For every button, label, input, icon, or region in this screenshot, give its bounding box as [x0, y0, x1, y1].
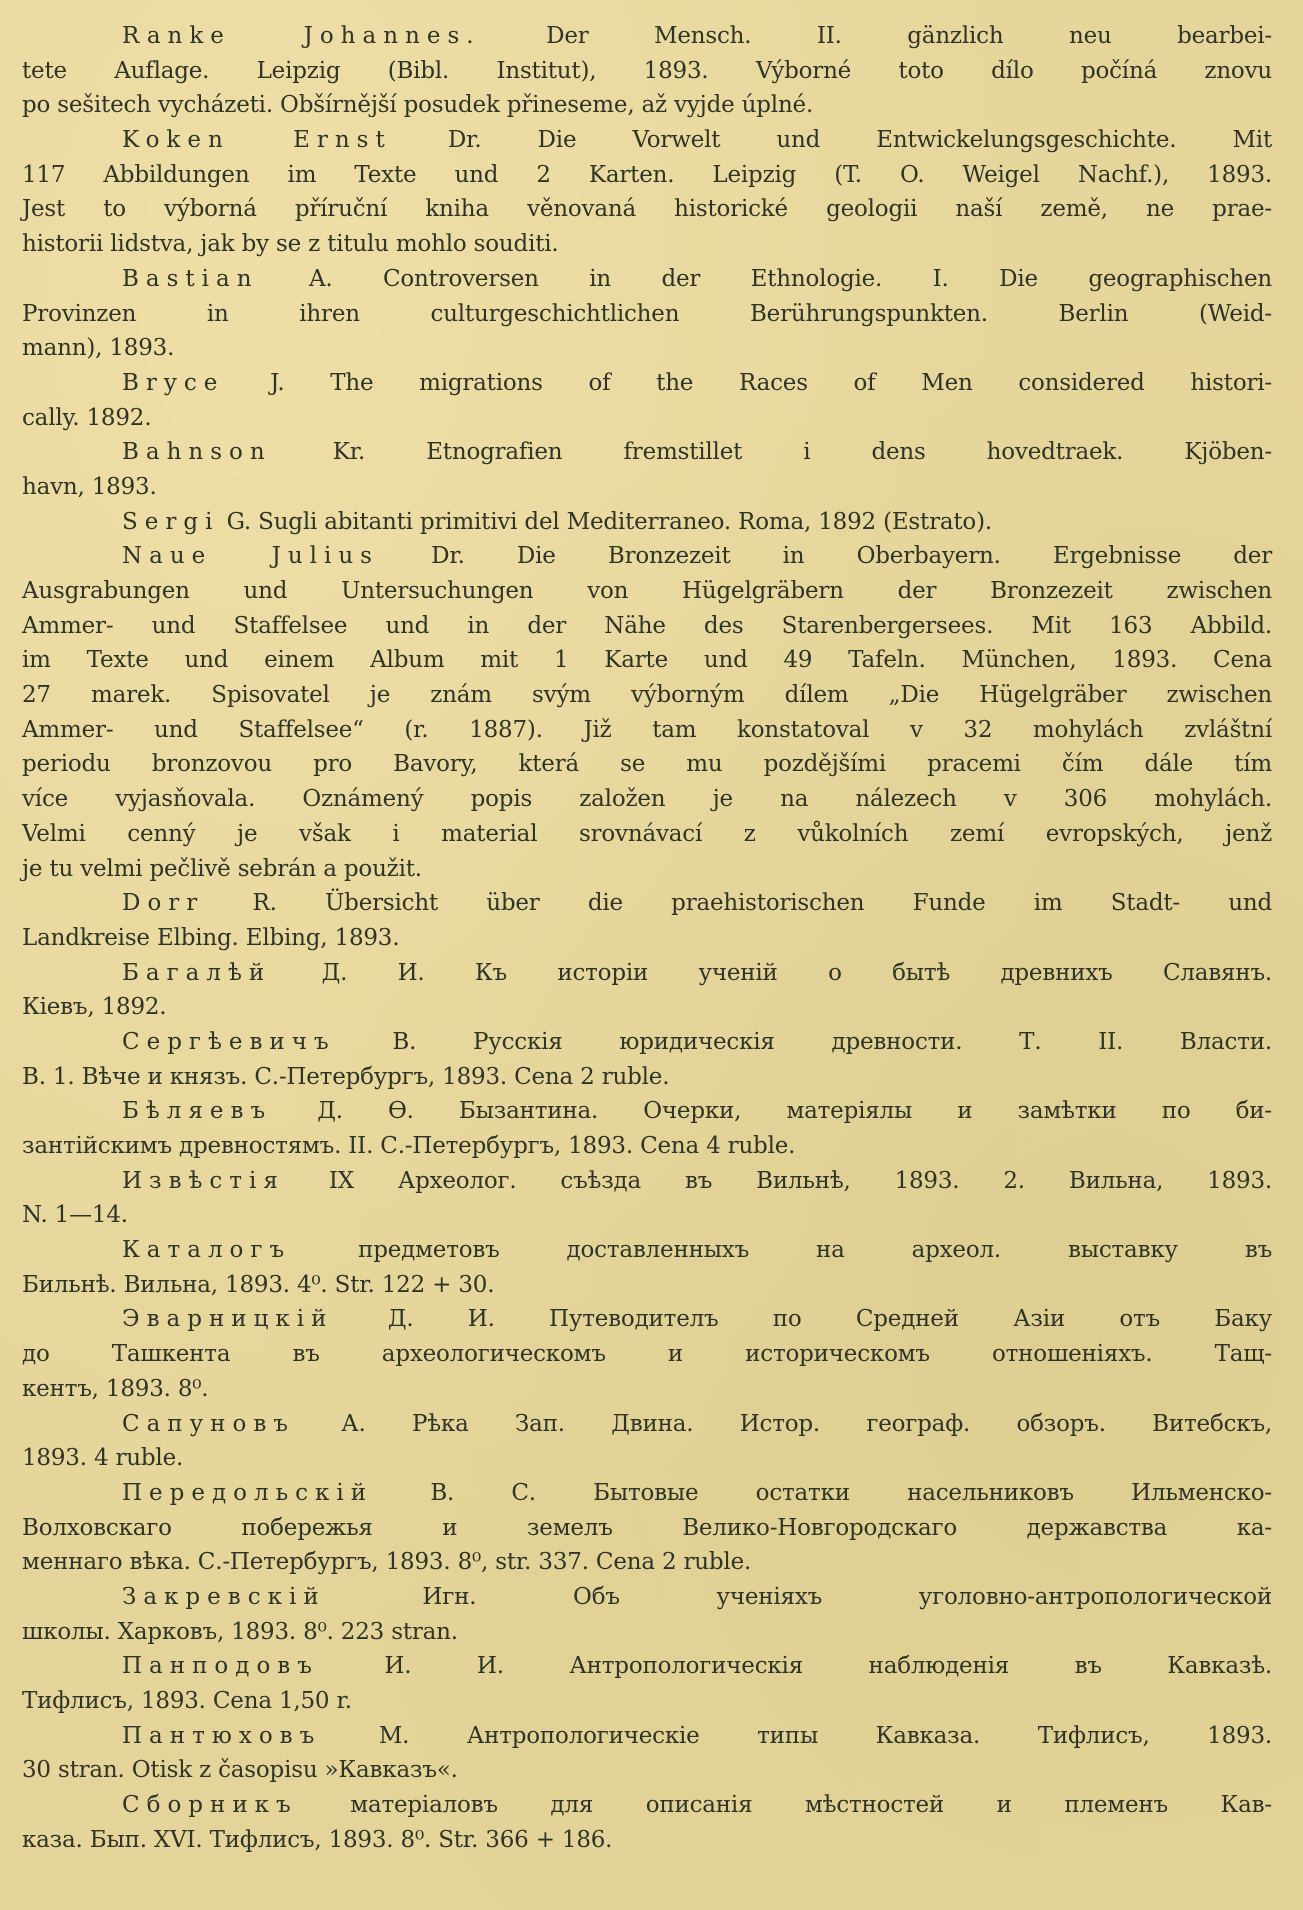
- entry-line: [22, 643, 1272, 678]
- entry-text: И. И. Антропологическія наблюденія въ Кавказѣ.: [318, 1653, 1272, 1680]
- entry-text: Dr. Die Bronzezeit in Oberbayern. Ergebnisse der: [378, 543, 1272, 570]
- bibliography-entry: [22, 123, 1272, 262]
- bibliography-entry: [22, 505, 1272, 540]
- entry-text: школы. Харковъ, 1893. 8⁰. 223 stran.: [22, 1618, 458, 1645]
- entry-text: матеріаловъ для описанія мѣстностей и племенъ Кав-: [297, 1792, 1272, 1819]
- entry-first-line: [22, 1407, 1272, 1442]
- bibliography-entry: [22, 262, 1272, 366]
- entry-line: [22, 921, 1272, 956]
- entry-first-line: [22, 539, 1272, 574]
- entry-author: Каталогъ: [122, 1237, 292, 1264]
- entry-first-line: [22, 1788, 1272, 1823]
- bibliography-entry: [22, 886, 1272, 955]
- entry-author: Bastian: [122, 265, 259, 292]
- entry-first-line: [22, 1164, 1272, 1199]
- entry-line: [22, 678, 1272, 713]
- entry-author: Пантюховъ: [122, 1722, 322, 1749]
- entry-line: [22, 747, 1272, 782]
- entry-text: 30 stran. Otisk z časopisu »Кавказъ«.: [22, 1757, 458, 1784]
- bibliography-entry: [22, 1580, 1272, 1649]
- bibliography-entry: [22, 1407, 1272, 1476]
- entry-text: cally. 1892.: [22, 404, 152, 431]
- entry-text: 117 Abbildungen im Texte und 2 Karten. Leipzig (T. O. Weigel Nachf.), 1893.: [22, 161, 1272, 188]
- entry-first-line: [22, 262, 1272, 297]
- entry-text: Ammer- und Staffelsee und in der Nähe des Starenbergersees. Mit 163 Abbild.: [22, 612, 1272, 639]
- entry-line: [22, 331, 1272, 366]
- entry-text: po sešitech vycházeti. Obšírnější posudek přineseme, až vyjde úplné.: [22, 92, 814, 119]
- bibliography-entry: [22, 1094, 1272, 1163]
- entry-line: [22, 470, 1272, 505]
- entry-line: [22, 158, 1272, 193]
- entry-first-line: [22, 435, 1272, 470]
- entry-author: Бѣляевъ: [122, 1098, 273, 1125]
- entry-text: Ausgrabungen und Untersuchungen von Hügelgräbern der Bronzezeit zwischen: [22, 578, 1272, 604]
- entry-text: Provinzen in ihren culturgeschichtlichen Berührungspunkten. Berlin (Weid-: [22, 300, 1272, 327]
- entry-text: Кіевъ, 1892.: [22, 994, 167, 1021]
- entry-line: [22, 1753, 1272, 1788]
- entry-first-line: [22, 1302, 1272, 1337]
- entry-line: [22, 1545, 1272, 1580]
- entry-line: [22, 817, 1272, 852]
- entry-author: Сапуновъ: [122, 1410, 295, 1437]
- bibliography-entry: [22, 1719, 1272, 1788]
- entry-author: Koken Ernst: [122, 127, 392, 154]
- entry-text: Д. И. Путеводителъ по Средней Азіи отъ Баку: [333, 1306, 1272, 1333]
- entry-line: [22, 1060, 1272, 1095]
- entry-first-line: [22, 1233, 1272, 1268]
- entry-line: [22, 1268, 1272, 1303]
- entry-text: 1893. 4 ruble.: [22, 1445, 184, 1472]
- entry-text: periodu bronzovou pro Bavory, která se mu pozdějšími pracemi čím dále tím: [22, 751, 1272, 778]
- entry-first-line: [22, 956, 1272, 991]
- entry-text: А. Рѣка Зап. Двина. Истор. географ. обзоръ. Витебскъ,: [294, 1410, 1272, 1437]
- bibliography-entry: [22, 1649, 1272, 1718]
- entry-first-line: [22, 1025, 1272, 1060]
- entry-text: Dr. Die Vorwelt und Entwickelungsgeschichte. Mit: [391, 127, 1272, 154]
- entry-author: Закревскій: [122, 1583, 326, 1610]
- entry-text: více vyjasňovala. Oznámený popis založen je na nálezech v 306 mohylách.: [22, 786, 1272, 813]
- entry-author: Панподовъ: [122, 1653, 319, 1680]
- entry-author: Bahnson: [122, 439, 272, 466]
- entry-author: Эварницкій: [122, 1306, 334, 1333]
- entry-text: Velmi cenný je však i material srovnávací z vůkolních zemí evropských, jenž: [22, 820, 1272, 847]
- entry-line: [22, 990, 1272, 1025]
- entry-first-line: [22, 1649, 1272, 1684]
- entry-text: Der Mensch. II. gänzlich neu bearbei-: [480, 23, 1272, 49]
- entry-text: до Ташкента въ археологическомъ и историческомъ отношеніяхъ. Тащ-: [22, 1341, 1272, 1368]
- bibliography-entry: [22, 1025, 1272, 1094]
- entry-text: N. 1—14.: [22, 1202, 128, 1229]
- entry-first-line: [22, 366, 1272, 401]
- entry-line: [22, 88, 1272, 123]
- entry-line: [22, 852, 1272, 887]
- entry-text: R. Übersicht über die praehistorischen Funde im Stadt- und: [204, 890, 1272, 917]
- entry-text: каза. Бып. XVI. Тифлисъ, 1893. 8⁰. Str. 366 + 186.: [22, 1826, 613, 1853]
- entry-text: Jest to výborná příruční kniha věnovaná historické geologii naší země, ne prae-: [22, 196, 1272, 223]
- bibliography-entry: [22, 19, 1272, 123]
- entry-author: Dorr: [122, 890, 205, 917]
- entry-first-line: [22, 886, 1272, 921]
- entry-line: [22, 1684, 1272, 1719]
- entry-line: [22, 401, 1272, 436]
- entry-text: mann), 1893.: [22, 335, 175, 362]
- entry-line: [22, 192, 1272, 227]
- entry-first-line: [22, 1476, 1272, 1511]
- entry-text: зантійскимъ древностямъ. II. С.-Петербургъ, 1893. Cena 4 ruble.: [22, 1133, 796, 1159]
- entry-text: IX Археолог. съѣзда въ Вильнѣ, 1893. 2. Вильна, 1893.: [284, 1167, 1272, 1194]
- entry-author: Sergi: [122, 508, 220, 535]
- entry-first-line: [22, 1719, 1272, 1754]
- entry-text: G. Sugli abitanti primitivi del Mediterraneo. Roma, 1892 (Estrato).: [219, 508, 992, 535]
- entry-text: historii lidstva, jak by se z titulu mohlo souditi.: [22, 231, 559, 258]
- entry-line: [22, 1337, 1272, 1372]
- entry-text: tete Auflage. Leipzig (Bibl. Institut), 1893. Výborné toto dílo počíná znovu: [22, 57, 1272, 84]
- entry-line: [22, 1129, 1272, 1164]
- entry-author: Сергѣевичъ: [122, 1028, 336, 1055]
- entry-line: [22, 1823, 1272, 1858]
- bibliography-entry: [22, 366, 1272, 435]
- entry-text: Тифлисъ, 1893. Cena 1,50 r.: [22, 1688, 352, 1714]
- entry-line: [22, 574, 1272, 609]
- entry-line: [22, 1511, 1272, 1546]
- entry-line: [22, 1372, 1272, 1407]
- entry-text: В. С. Бытовые остатки насельниковъ Ильменско-: [373, 1479, 1272, 1506]
- entry-first-line: [22, 505, 1272, 540]
- entry-author: Сборникъ: [122, 1792, 298, 1819]
- entry-author: Naue Julius: [122, 543, 379, 570]
- entry-text: В. 1. Вѣче и князъ. С.-Петербургъ, 1893. Cena 2 ruble.: [22, 1063, 670, 1090]
- bibliography-entry: [22, 539, 1272, 886]
- entry-line: [22, 609, 1272, 644]
- entry-text: Ammer- und Staffelsee“ (r. 1887). Již tam konstatoval v 32 mohylách zvláštní: [22, 716, 1272, 743]
- entry-author: Багалѣй: [122, 959, 272, 986]
- entry-line: [22, 1441, 1272, 1476]
- entry-line: [22, 782, 1272, 817]
- bibliography-entry: [22, 1164, 1272, 1233]
- entry-line: [22, 54, 1272, 89]
- entry-line: [22, 1615, 1272, 1650]
- entry-first-line: [22, 19, 1272, 54]
- entry-text: Бильнѣ. Вильна, 1893. 4⁰. Str. 122 + 30.: [22, 1271, 495, 1298]
- entry-text: A. Controversen in der Ethnologie. I. Die geographischen: [258, 265, 1272, 292]
- bibliography-entry: [22, 1233, 1272, 1302]
- entry-text: Игн. Объ ученіяхъ уголовно-антропологической: [325, 1583, 1272, 1610]
- entry-text: 27 marek. Spisovatel je znám svým výborným dílem „Die Hügelgräber zwischen: [22, 682, 1272, 709]
- entry-text: Д. И. Къ исторіи ученій о бытѣ древнихъ Славянъ.: [271, 959, 1272, 986]
- entry-text: М. Антропологическіе типы Кавказа. Тифлисъ, 1893.: [321, 1722, 1272, 1749]
- entry-text: предметовъ доставленныхъ на археол. выставку въ: [291, 1237, 1272, 1264]
- entry-text: Д. Ѳ. Бызантина. Очерки, матеріялы и замѣтки по би-: [272, 1098, 1272, 1125]
- entry-text: havn, 1893.: [22, 473, 157, 500]
- entry-text: Волховскаго побережья и земелъ Велико-Новгородскаго державства ка-: [22, 1514, 1272, 1541]
- entry-text: Kr. Etnografien fremstillet i dens hovedtraek. Kjöben-: [271, 439, 1272, 466]
- entry-text: меннаго вѣка. С.-Петербургъ, 1893. 8⁰, str. 337. Cena 2 ruble.: [22, 1549, 752, 1576]
- bibliography-entry: [22, 1476, 1272, 1580]
- entry-author: Передольскій: [122, 1479, 374, 1506]
- entry-line: [22, 713, 1272, 748]
- entry-author: Извѣстія: [122, 1167, 285, 1194]
- entry-text: кентъ, 1893. 8⁰.: [22, 1375, 209, 1402]
- bibliography-entry: [22, 956, 1272, 1025]
- entry-author: Ranke Johannes.: [122, 23, 481, 49]
- bibliography-entry: [22, 1788, 1272, 1857]
- entry-first-line: [22, 123, 1272, 158]
- entry-text: J. The migrations of the Races of Men considered histori-: [224, 369, 1272, 396]
- bibliography-entry: [22, 435, 1272, 504]
- entry-first-line: [22, 1580, 1272, 1615]
- entry-line: [22, 1198, 1272, 1233]
- entry-first-line: [22, 1094, 1272, 1129]
- entry-text: Landkreise Elbing. Elbing, 1893.: [22, 924, 400, 951]
- bibliography-page: [22, 19, 1272, 1857]
- entry-line: [22, 227, 1272, 262]
- entry-line: [22, 297, 1272, 332]
- bibliography-entry: [22, 1302, 1272, 1406]
- entry-author: Bryce: [122, 369, 225, 396]
- entry-text: je tu velmi pečlivě sebrán a použit.: [22, 855, 422, 882]
- entry-text: В. Русскія юридическія древности. Т. II. Власти.: [335, 1028, 1272, 1055]
- entry-text: im Texte und einem Album mit 1 Karte und 49 Tafeln. München, 1893. Cena: [22, 647, 1272, 674]
